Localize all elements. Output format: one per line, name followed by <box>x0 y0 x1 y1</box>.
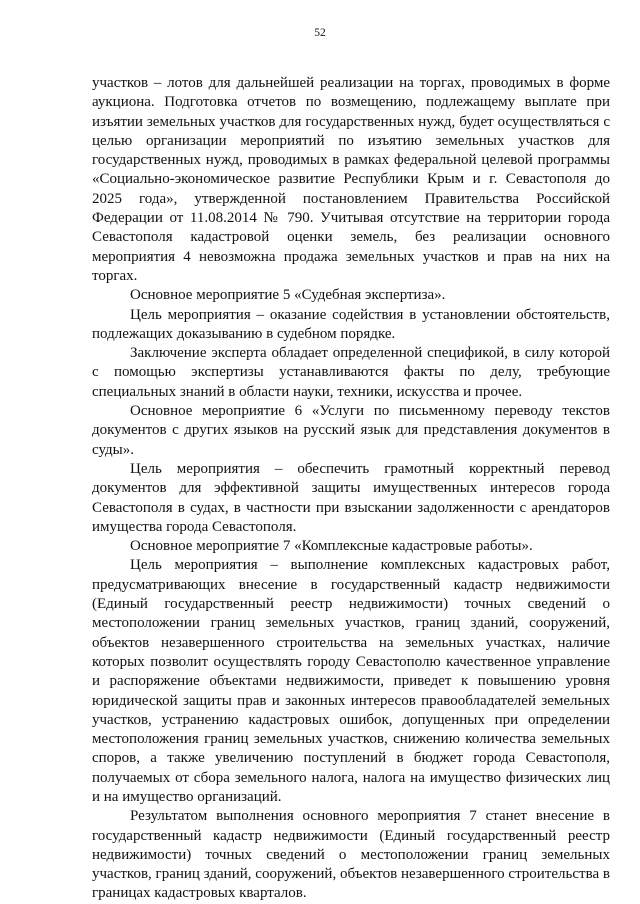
paragraph-continuation: участков – лотов для дальнейшей реализации на торгах, проводимых в форме аукциона. Подготовка отчетов по возмещению, подлежащему выплате при изъятии земельных участков для государственных нужд, будет осуществляться с целью организации мероприятий по изъятию земельных участков для государственных нужд, проводимых в рамках федеральной целевой программы «Социально-экономическое развитие Республики Крым и г. Севастополя до 2025 года», утвержденной постановлением Правительства Российской Федерации от 11.08.2014 № 790. Учитывая отсутствие на территории города Севастополя кадастровой оценки земель, без реализации основного мероприятия 4 невозможна продажа земельных участков и прав на них на торгах. <box>92 75 610 284</box>
page-number: 52 <box>314 27 326 39</box>
paragraph-measure-7-result: Результатом выполнения основного мероприятия 7 станет внесение в государственный кадастр недвижимости (Единый государственный реестр недвижимости) точных сведений о местоположении границ земельных участков, границ зданий, сооружений, объектов незавершенного строительства в границах кадастровых кварталов. <box>92 808 610 902</box>
paragraph-measure-6-goal: Цель мероприятия – обеспечить грамотный корректный перевод документов для эффективной защиты имущественных интересов города Севастополя в судах, в частности при взыскании задолженности с арендаторов имущества города Севастополя. <box>92 460 610 535</box>
paragraph-measure-7-heading: Основное мероприятие 7 «Комплексные кадастровые работы». <box>130 538 533 555</box>
paragraph-expert-conclusion: Заключение эксперта обладает определенной спецификой, в силу которой с помощью экспертизы устанавливаются факты по делу, требующие специальных знаний в области науки, техники, искусства и прочее. <box>92 345 610 400</box>
document-body <box>92 74 610 904</box>
paragraph-measure-6-heading: Основное мероприятие 6 «Услуги по письменному переводу текстов документов с других языков на русский язык для представления документов в суды». <box>92 403 610 458</box>
paragraph-measure-5-heading: Основное мероприятие 5 «Судебная экспертиза». <box>130 287 446 304</box>
paragraph-measure-7-goal: Цель мероприятия – выполнение комплексных кадастровых работ, предусматривающих внесение в государственный кадастр недвижимости (Единый государственный реестр недвижимости) точных сведений о местоположении границ земельных участков, границ зданий, сооружений, объектов незавершенного строительства на земельных участках, наличие которых позволит осуществлять городу Севастополю качественное управление и распоряжение объектами недвижимости, приведет к повышению уровня юридической защиты прав и законных интересов правообладателей земельных участков, устранению кадастровых ошибок, допущенных при определении местоположения границ земельных участков, снижению количества земельных споров, а также увеличению поступлений в бюджет города Севастополя, получаемых от сбора земельного налога, налога на имущество физических лиц и на имущество организаций. <box>92 557 610 805</box>
paragraph-measure-5-goal: Цель мероприятия – оказание содействия в установлении обстоятельств, подлежащих доказыванию в судебном порядке. <box>92 306 610 342</box>
